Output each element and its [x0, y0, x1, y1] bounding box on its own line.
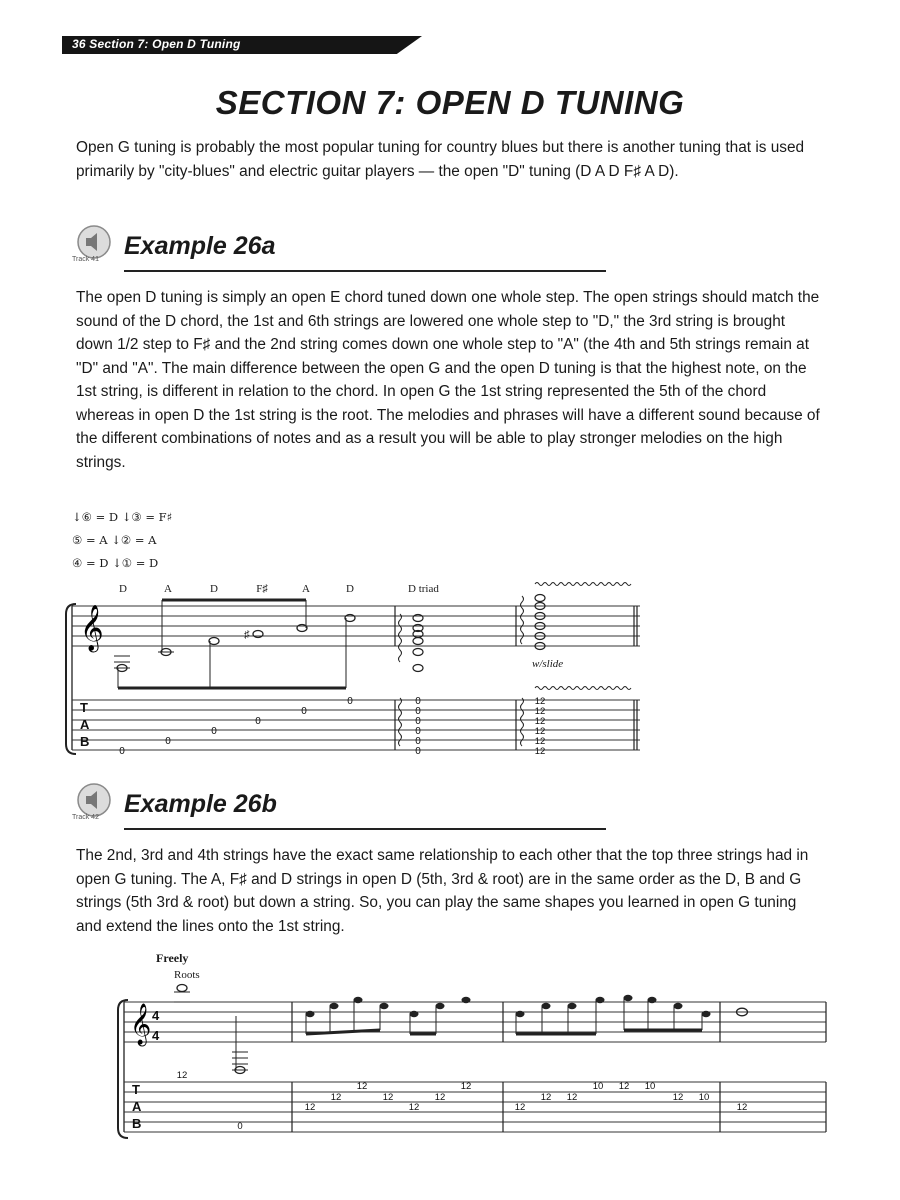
tab-number: 12	[540, 1092, 552, 1103]
track-label: Track 41	[72, 256, 99, 263]
tab-number: 0	[165, 736, 171, 747]
tab-letter: T	[132, 1082, 140, 1097]
tab-letter: B	[132, 1116, 142, 1131]
tab-number: 12	[534, 716, 546, 727]
roots-label: Roots	[174, 969, 200, 981]
time-signature: 4	[152, 1008, 160, 1023]
track-label: Track 42	[72, 814, 99, 821]
tab-number: 0	[237, 1121, 243, 1132]
example-26b-paragraph: The 2nd, 3rd and 4th strings have the exact same relationship to each other that the top three strings had in open G tuning. The A, F♯ and D strings in open D (5th, 3rd & root) are in the same order as the D, B and G strings (5th 3rd & root) but down a string. So, you can play the same shapes you learned in open G tuning and extend the lines onto the 1st string.	[76, 847, 809, 935]
note-name: D	[119, 583, 127, 595]
tab-letter: T	[80, 700, 88, 715]
tempo-marking: Freely	[156, 951, 189, 965]
tab-number: 12	[736, 1102, 748, 1113]
tab-number: 0	[211, 726, 217, 737]
tab-number: 12	[672, 1092, 684, 1103]
tab-number: 12	[566, 1092, 578, 1103]
tuning-line: ↓⑥ = D ↓③ = F♯	[72, 510, 173, 524]
tab-number: 12	[356, 1081, 368, 1092]
treble-clef-icon: 𝄞	[130, 1004, 152, 1045]
svg-text:♯: ♯	[244, 629, 250, 641]
tab-number: 12	[304, 1102, 316, 1113]
tab-number: 12	[534, 746, 546, 757]
tab-number: 0	[301, 706, 307, 717]
example-26a-title: Example 26a	[124, 232, 276, 260]
tab-number: 0	[415, 696, 421, 707]
tab-number: 0	[347, 696, 353, 707]
tab-number: 12	[176, 1070, 188, 1081]
tab-number: 0	[415, 726, 421, 737]
tab-number: 10	[698, 1092, 710, 1103]
chord-label: D triad	[408, 583, 439, 595]
tab-number: 12	[382, 1092, 394, 1103]
treble-clef-icon: 𝄞	[80, 605, 104, 651]
tab-number: 12	[434, 1092, 446, 1103]
page-header-label: 36 Section 7: Open D Tuning	[72, 37, 241, 51]
note-name: A	[164, 583, 172, 595]
tab-number: 12	[534, 706, 546, 717]
tab-number: 12	[514, 1102, 526, 1113]
tab-number: 12	[534, 726, 546, 737]
tab-number: 10	[592, 1081, 604, 1092]
page-title: SECTION 7: OPEN D TUNING	[215, 84, 685, 121]
tab-number: 0	[415, 746, 421, 757]
tab-letter: A	[80, 717, 90, 732]
tab-number: 0	[415, 736, 421, 747]
tab-number: 12	[534, 736, 546, 747]
tab-number: 12	[460, 1081, 472, 1092]
note-name: D	[210, 583, 218, 595]
tuning-line: ⑤ = A ↓② = A	[72, 533, 157, 547]
tab-number: 10	[644, 1081, 656, 1092]
note-name: F♯	[256, 583, 268, 595]
note-name: D	[346, 583, 354, 595]
note-name: A	[302, 583, 310, 595]
tab-number: 12	[408, 1102, 420, 1113]
tab-number: 12	[330, 1092, 342, 1103]
tuning-line: ④ = D ↓① = D	[72, 556, 159, 570]
tab-number: 0	[415, 706, 421, 717]
intro-paragraph: Open G tuning is probably the most popular tuning for country blues but there is another tuning that is used primarily by "city-blues" and electric guitar players — the open "D" tuning (D A D F♯ A D).	[76, 139, 805, 180]
slide-label: w/slide	[532, 658, 564, 670]
tab-number: 0	[119, 746, 125, 757]
tab-letter: B	[80, 734, 90, 749]
tab-number: 12	[618, 1081, 630, 1092]
time-signature: 4	[152, 1028, 160, 1043]
example-26a-paragraph: The open D tuning is simply an open E chord tuned down one whole step. The open strings should match the sound of the D chord, the 1st and 6th strings are lowered one whole step to "D," the 3rd string is brought down 1/2 step to F♯ and the 2nd string comes down one whole step to "A" (the 4th and 5th strings remain at "D" and "A". The main difference between the open G and the open D tuning is that the highest note, on the 1st string, is different in relation to the chord. In open G the 1st string represented the 5th of the chord whereas in open D the 1st string is the root. The melodies and phrases will have a different sound because of the different combinations of notes and as a result you will be able to play stronger melodies on the high strings.	[76, 289, 820, 471]
tab-letter: A	[132, 1099, 142, 1114]
example-26b-title: Example 26b	[124, 790, 277, 818]
tab-number: 0	[415, 716, 421, 727]
tab-number: 12	[534, 696, 546, 707]
tab-number: 0	[255, 716, 261, 727]
